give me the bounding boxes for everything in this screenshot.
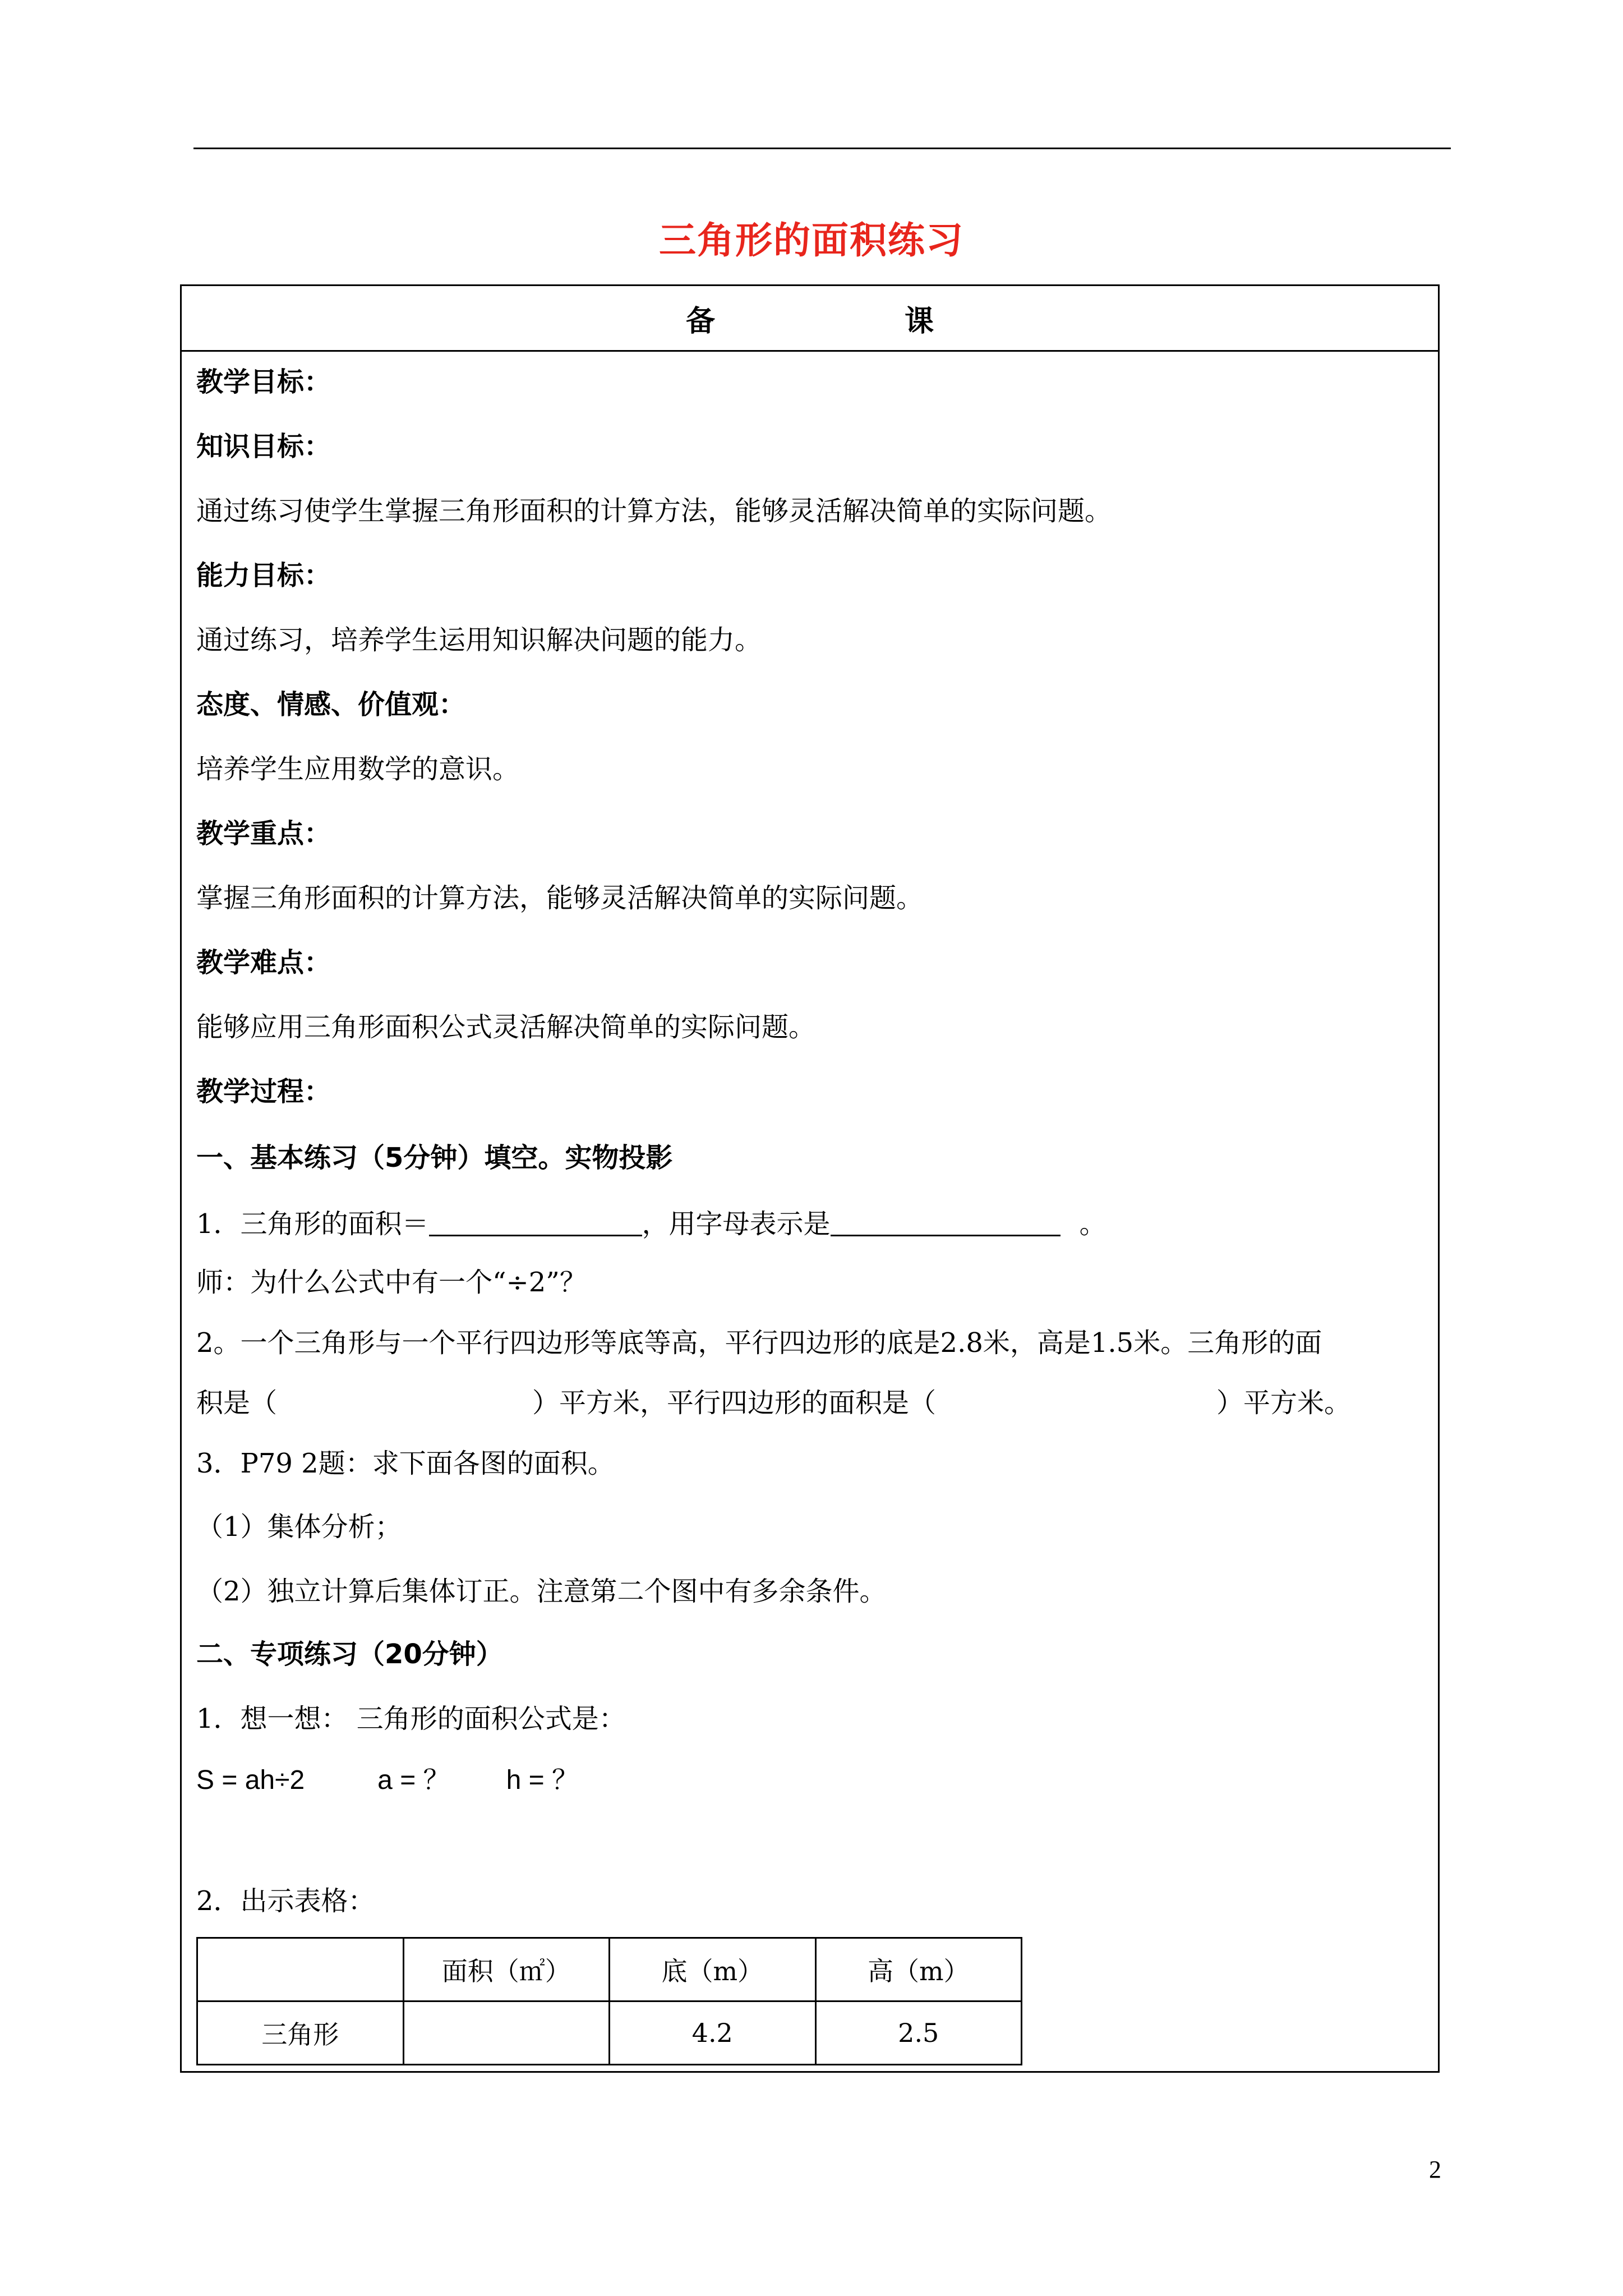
table-cell: 三角形 (197, 2001, 404, 2065)
table-header-row (197, 1938, 1022, 2001)
question-1-part-c: 。 (1079, 1208, 1106, 1240)
difficulty-text: 能够应用三角形面积公式灵活解决简单的实际问题。 (196, 1011, 816, 1043)
header-rule (193, 148, 1451, 149)
formula-line (196, 1767, 579, 1794)
think-question: 1．想一想： 三角形的面积公式是： (196, 1703, 626, 1734)
attitude-goal-text: 培养学生应用数学的意识。 (196, 753, 520, 785)
table-header-cell: 底（m） (610, 1938, 816, 2001)
difficulty-heading: 教学难点： (196, 947, 331, 978)
section-header: 备 课 (180, 286, 1440, 352)
attitude-goal-heading: 态度、情感、价值观： (196, 689, 466, 720)
question-3-step-1: （1）集体分析； (196, 1511, 402, 1543)
formula-height: h = ？ (506, 1765, 579, 1795)
table-header-cell (197, 1938, 404, 2001)
table-cell (403, 2001, 610, 2065)
practice-table (196, 1937, 1022, 2065)
question-1-part-b: ，用字母表示是 (642, 1208, 831, 1240)
table-header-cell: 高（m） (815, 1938, 1022, 2001)
ability-goal-text: 通过练习，培养学生运用知识解决问题的能力。 (196, 624, 762, 656)
ability-goal-heading: 能力目标： (196, 560, 331, 591)
page-number: 2 (1429, 2156, 1441, 2183)
table-cell: 4.2 (610, 2001, 816, 2065)
answer-blank-2 (831, 1210, 1061, 1236)
document-title: 三角形的面积练习 (659, 219, 964, 262)
answer-blank-1 (429, 1210, 642, 1236)
key-point-heading: 教学重点： (196, 818, 331, 849)
question-1 (196, 1208, 1106, 1240)
table-cell: 2.5 (815, 2001, 1022, 2065)
table-intro: 2．出示表格： (196, 1885, 375, 1917)
table-row (197, 2001, 1022, 2065)
question-2-part-c: ）平方米。 (1216, 1387, 1352, 1419)
part2-heading: 二、专项练习（20分钟） (196, 1639, 503, 1670)
question-2-line-1: 2。一个三角形与一个平行四边形等底等高，平行四边形的底是2.8米，高是1.5米。三角形的面 (196, 1327, 1322, 1359)
question-2-part-a: 积是（ (196, 1387, 278, 1419)
formula-area: S = ah÷2 (196, 1765, 305, 1795)
knowledge-goal-text: 通过练习使学生掌握三角形面积的计算方法，能够灵活解决简单的实际问题。 (196, 495, 1112, 527)
question-2-line-2 (196, 1387, 1352, 1419)
formula-base: a = ？ (377, 1765, 450, 1795)
question-3: 3．P79 2题：求下面各图的面积。 (196, 1448, 615, 1479)
question-2-part-b: ）平方米，平行四边形的面积是（ (532, 1387, 937, 1419)
teacher-question: 师：为什么公式中有一个“÷2”？ (196, 1267, 587, 1298)
question-1-part-a: 1．三角形的面积＝ (196, 1208, 429, 1240)
key-point-text: 掌握三角形面积的计算方法，能够灵活解决简单的实际问题。 (196, 882, 924, 914)
process-heading: 教学过程： (196, 1076, 331, 1107)
question-3-step-2: （2）独立计算后集体订正。注意第二个图中有多余条件。 (196, 1576, 887, 1607)
teaching-goal-heading: 教学目标： (196, 366, 331, 398)
lesson-frame (180, 284, 1440, 2073)
table-header-cell: 面积（㎡） (403, 1938, 610, 2001)
knowledge-goal-heading: 知识目标： (196, 431, 331, 462)
part1-heading: 一、基本练习（5分钟）填空。实物投影 (196, 1142, 673, 1174)
